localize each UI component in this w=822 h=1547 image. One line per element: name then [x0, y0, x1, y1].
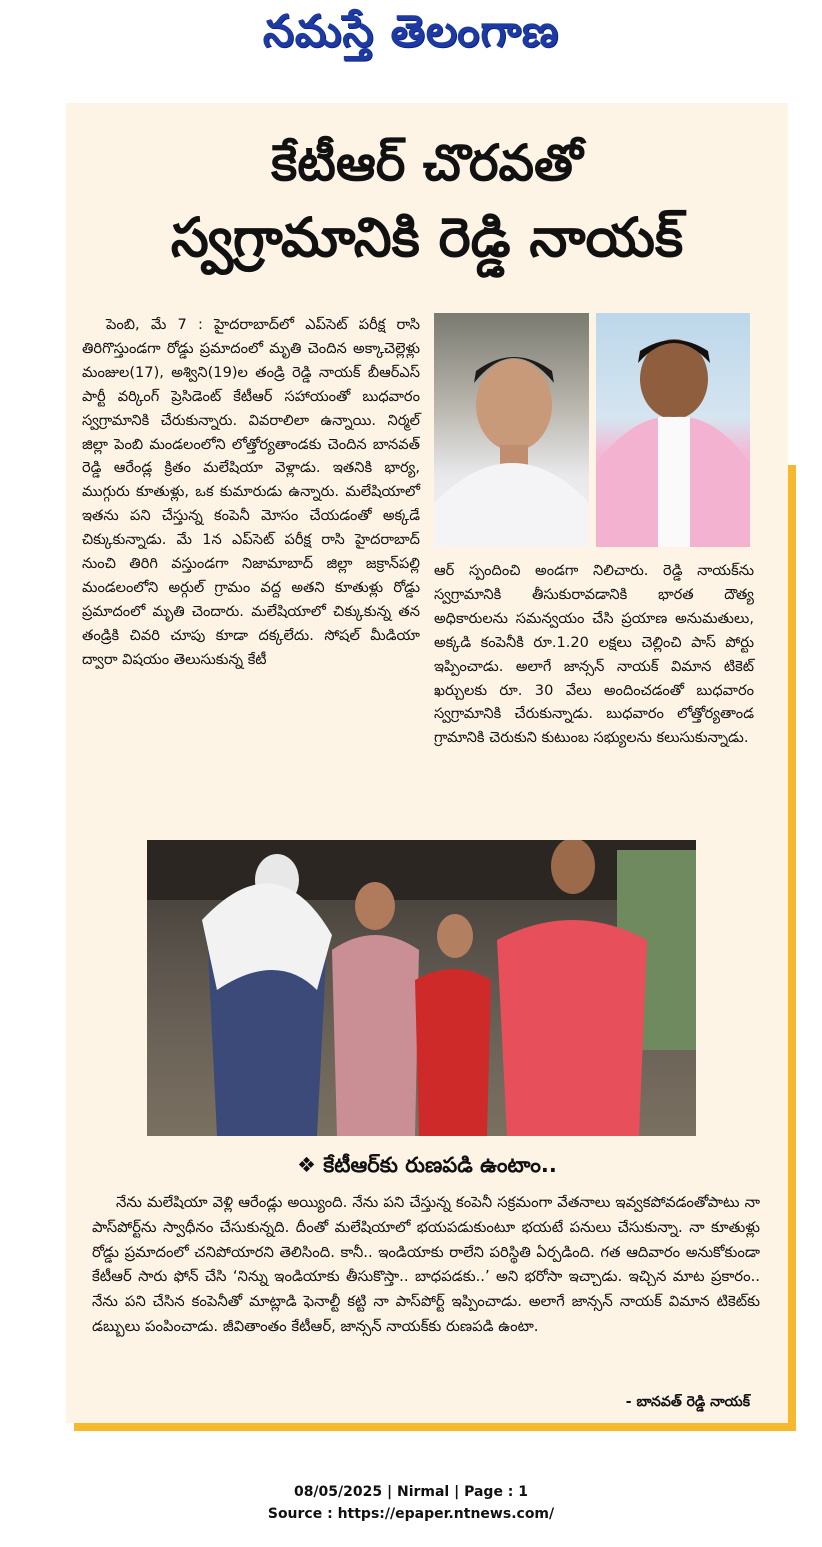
quote-byline: - బానవత్ రెడ్డి నాయక్	[625, 1394, 750, 1410]
quote-subheading: ❖ కేటీఆర్‌కు రుణపడి ఉంటాం..	[297, 1153, 557, 1177]
masthead-logo: నమస్తే తెలంగాణ	[262, 6, 560, 57]
quote-body: నేను మలేషియా వెళ్లి ఆరేండ్లు అయ్యింది. నేను పని చేస్తున్న కంపెనీ సక్రమంగా వేతనాలు ఇవ్వకపోవడంతోపాటు నా పాస్‌పోర్ట్‌ను స్వాధీనం చేసుకున్నది. దీంతో మలేషియాలో భయపడుకుంటూ భయటే పనులు చేసుకున్నా. నా కూతుళ్లు రోడ్డు ప్రమాదంలో చనిపోయారని తెలిసింది. కానీ.. ఇండియాకు రాలేని పరిస్థితి ఏర్పడింది. గత ఆదివారం అనుకోకుండా కేటీఆర్ సారు ఫోన్ చేసి ‘నిన్ను ఇండియాకు తీసుకొస్తా.. బాధపడకు..’ అని భరోసా ఇచ్చాడు. ఇచ్చిన మాట ప్రకారం.. నేను పని చేసిన కంపెనీతో మాట్లాడి ఫెనాల్టీ కట్టి నా పాస్‌పోర్ట్ ఇప్పించాడు. అలాగే జాన్సన్ నాయక్ విమాన టికెట్‌కు డబ్బులు పంపించాడు. జీవితాంతం కేటీఆర్, జాన్సన్ నాయక్‌కు రుణపడి ఉంటా.	[92, 1194, 760, 1335]
headline-line-1: కేటీఆర్ చొరవతో	[271, 134, 583, 192]
family-photo	[147, 840, 696, 1136]
footer-source-link[interactable]: Source : https://epaper.ntnews.com/	[267, 1506, 555, 1522]
family-photo-illustration	[147, 840, 696, 1136]
article-column-left: పెంబి, మే 7 : హైదరాబాద్‌లో ఎప్‌సెట్ పరీక్ష రాసి తిరిగొస్తుండగా రోడ్డు ప్రమాదంలో మృతి చెందిన అక్కాచెల్లెళ్లు మంజుల(17), అశ్విని(19)ల తండ్రి రెడ్డి నాయక్ బీఆర్‌ఎస్ పార్టీ వర్కింగ్ ప్రెసిడెంట్ కేటీఆర్ సహాయంతో బుధవారం స్వగ్రామానికి చేరుకున్నారు. వివరాలిలా ఉన్నాయి. నిర్మల్ జిల్లా పెంబి మండలంలోని లోత్తోర్యతాండకు చెందిన బానవత్ రెడ్డి ఆరేండ్ల క్రితం మలేషియా వెళ్లాడు. ఇతనికి భార్య, ముగ్గురు కూతుళ్లు, ఒక కుమారుడు ఉన్నారు. మలేషియాలో ఇతను పని చేస్తున్న కంపెనీ మోసం చేయడంతో అక్కడే చిక్కుకున్నాడు. మే 1న ఎప్‌సెట్ పరీక్ష రాసి హైదరాబాద్ నుంచి తిరిగి వస్తుండగా నిజామాబాద్ జిల్లా జక్రాన్‌పల్లి మండలంలోని అర్గుల్ గ్రామం వద్ద అతని కూతుళ్లు రోడ్డు ప్రమాదంలో మృతి చెందారు. మలేషియాలో చిక్కుకున్న తన తండ్రికి చివరి చూపు కూడా దక్కలేదు. సోషల్ మీడియా ద్వారా విషయం తెలుసుకున్న కేటీ	[82, 316, 420, 668]
portrait-photo-left	[434, 313, 589, 547]
portrait-illustration-left	[434, 313, 589, 547]
footer-edition-info: 08/05/2025 | Nirmal | Page : 1	[293, 1484, 529, 1500]
article-column-right: ఆర్ స్పందించి అండగా నిలిచారు. రెడ్డి నాయక్‌ను స్వగ్రామానికి తీసుకురావడానికి భారత దౌత్య అధికారులను సమన్వయం చేసి ప్రయాణ అనుమతులు, అక్కడి కంపెనీకి రూ.1.20 లక్షలు చెల్లించి పాస్ పోర్టు ఇప్పించాడు. అలాగే జాన్సన్ నాయక్ విమాన టికెట్ ఖర్చులకు రూ. 30 వేలు అందించడంతో బుధవారం స్వగ్రామానికి చేరుకున్నాడు. బుధవారం లోత్తోర్యతాండ గ్రామానికి చెరుకుని కుటుంబ సభ్యులను కలుసుకున్నాడు.	[434, 562, 754, 747]
card-shadow-bottom	[74, 1423, 796, 1431]
portrait-illustration-right	[596, 313, 750, 547]
portrait-photo-right	[596, 313, 750, 547]
headline-line-2: స్వగ్రామానికి రెడ్డి నాయక్	[170, 206, 684, 269]
card-shadow-right	[788, 465, 796, 1431]
